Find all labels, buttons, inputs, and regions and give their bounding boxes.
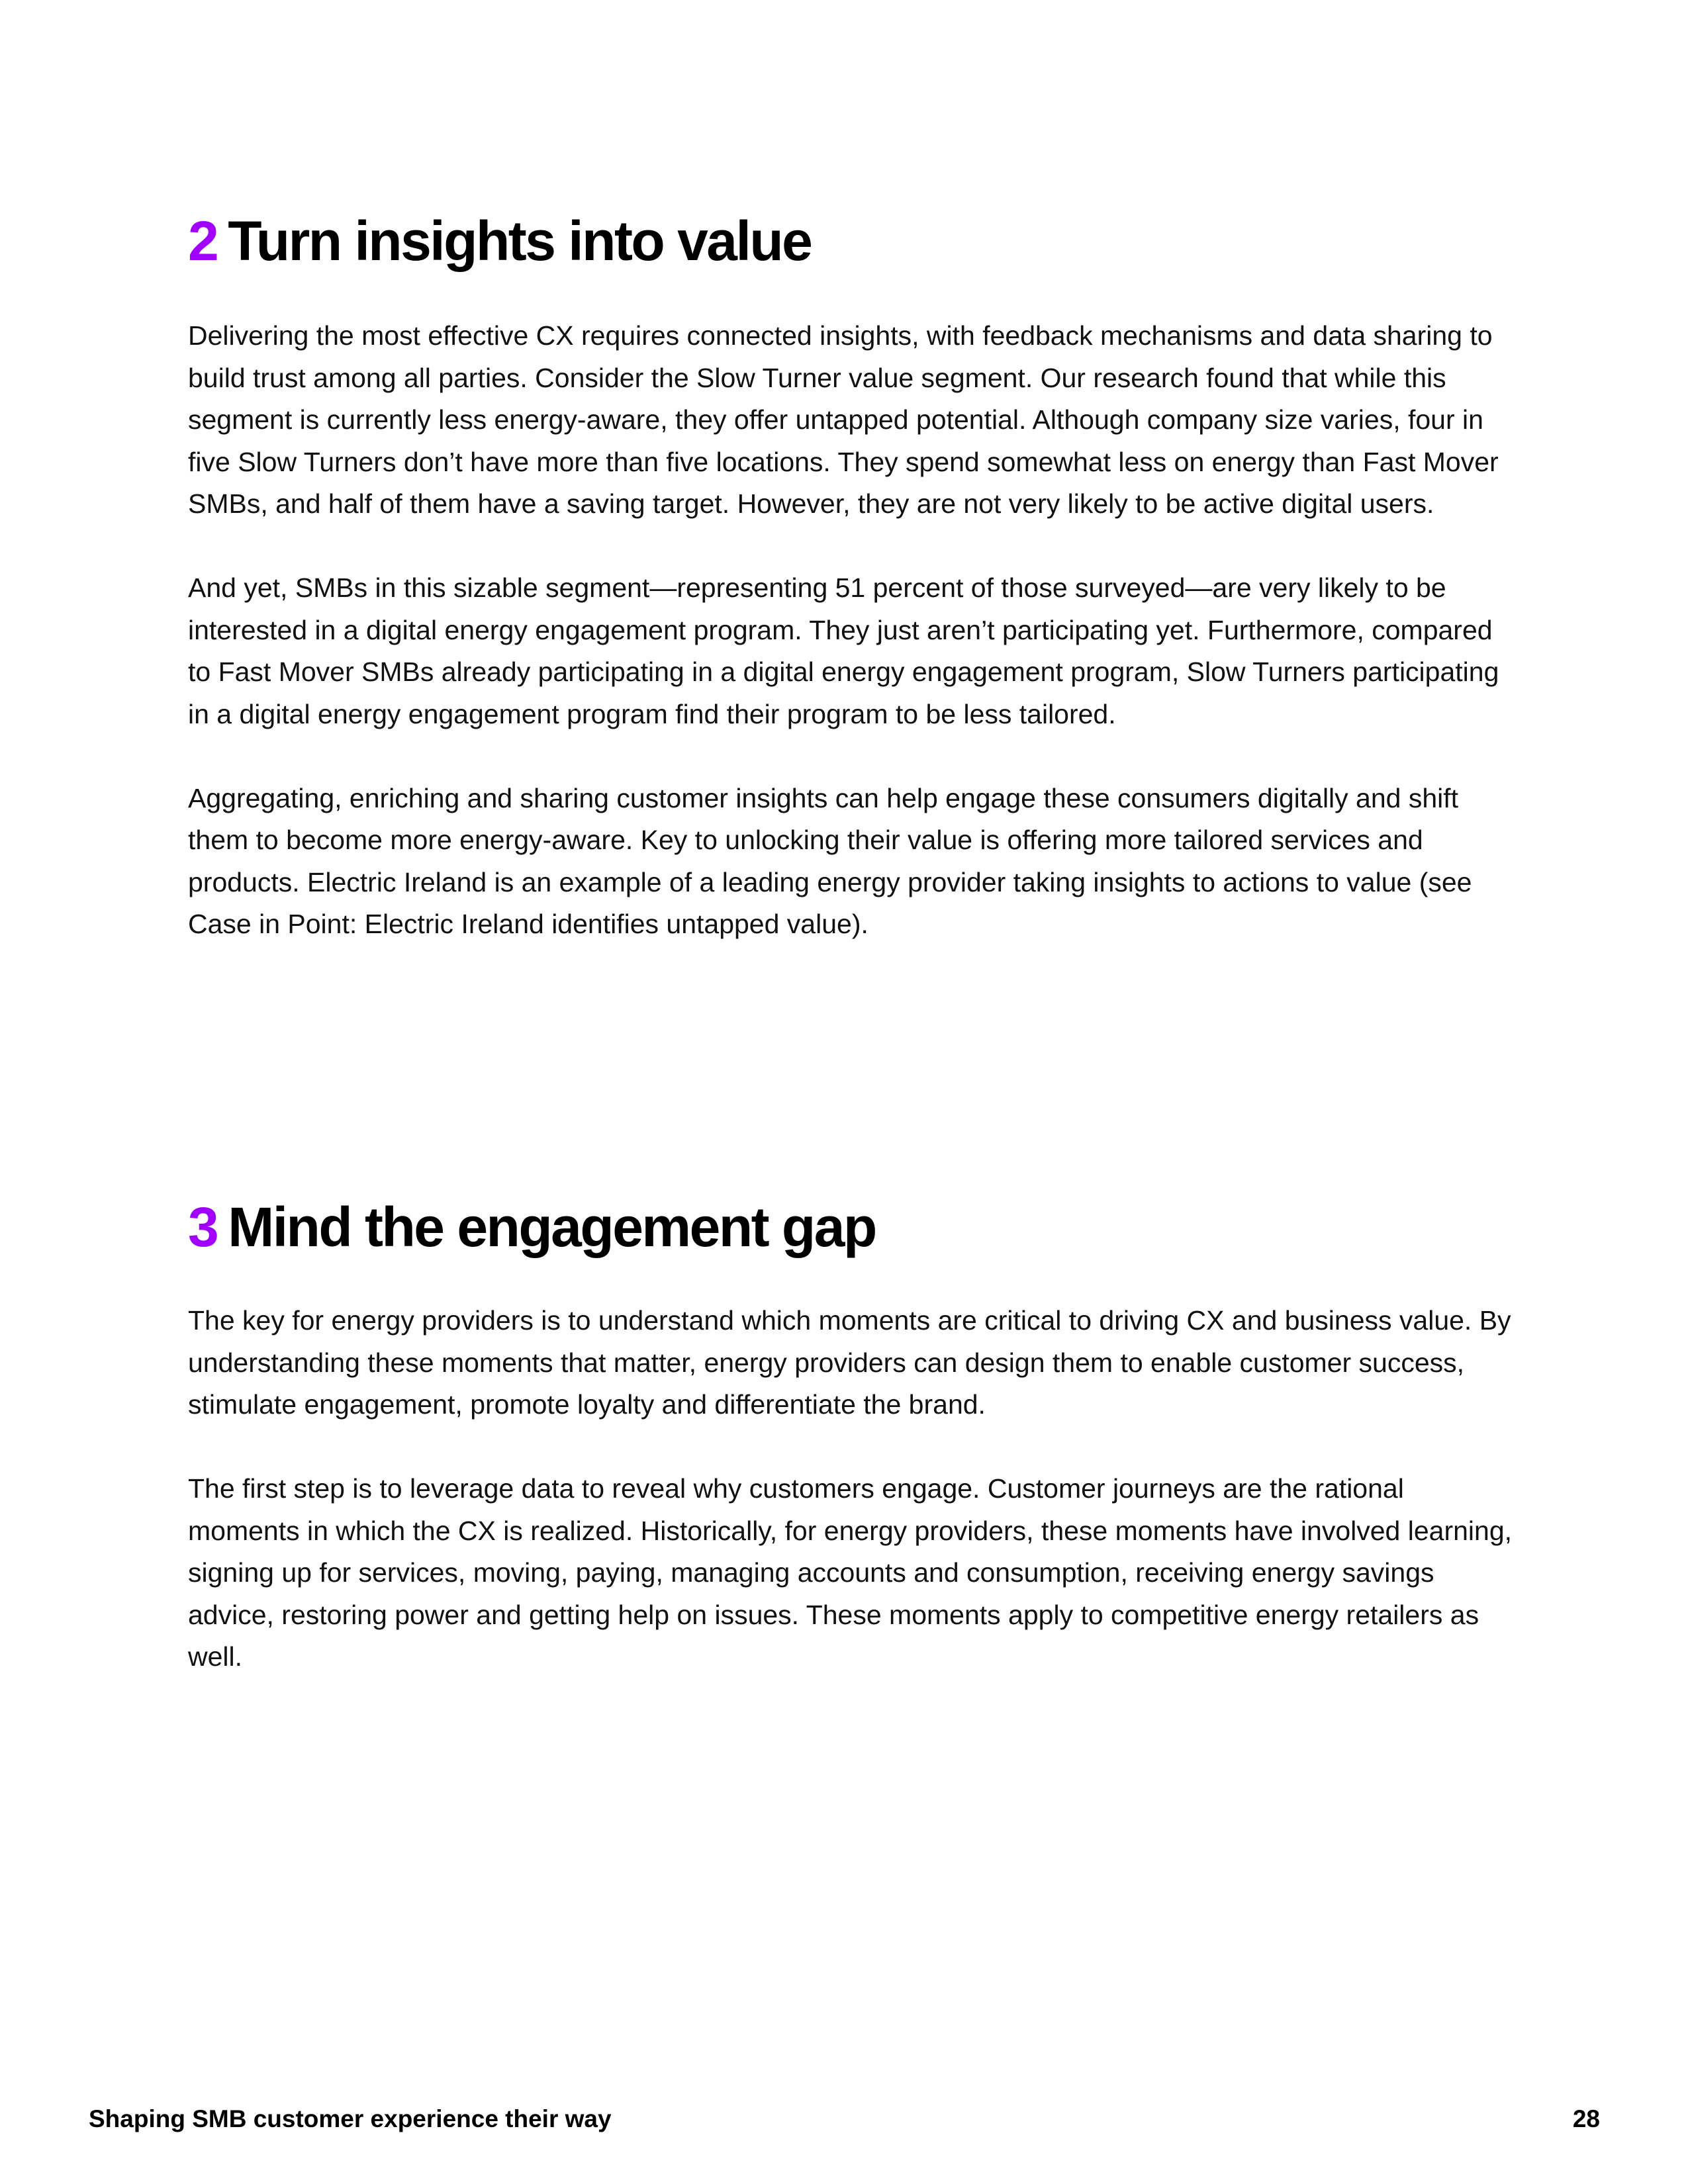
section-heading — [188, 208, 1512, 274]
paragraph: Delivering the most effective CX requires connected insights, with feedback mechanisms and data sharing to build trust among all parties. Consider the Slow Turner value segment. Our research found that while this segment is currently less energy-aware, they offer untapped potential. Although company size varies, four in five Slow Turners don’t have more than five locations. They spend somewhat less on energy than Fast Mover SMBs, and half of them have a saving target. However, they are not very likely to be active digital users. — [188, 320, 1499, 519]
paragraph: Aggregating, enriching and sharing customer insights can help engage these consumers digitally and shift them to become more energy-aware. Key to unlocking their value is offering more tailored services and products. Electric Ireland is an example of a leading energy provider taking insights to actions to value (see Case in Point: Electric Ireland identifies untapped value). — [188, 782, 1472, 939]
section-body — [188, 315, 1512, 946]
section-body — [188, 1300, 1512, 1678]
section-engagement-gap — [188, 1194, 1512, 1678]
page-number: 28 — [1572, 2105, 1600, 2132]
section-title: Turn insights into value — [228, 210, 812, 272]
paragraph: The key for energy providers is to understand which moments are critical to driving CX and business value. By understanding these moments that matter, energy providers can design them to enable customer success, stimulate engagement, promote loyalty and differentiate the brand. — [188, 1305, 1511, 1420]
section-title: Mind the engagement gap — [228, 1196, 876, 1258]
section-turn-insights — [188, 208, 1512, 946]
section-heading — [188, 1194, 1512, 1260]
section-number: 2 — [188, 210, 218, 272]
section-number: 3 — [188, 1196, 218, 1258]
paragraph: The first step is to leverage data to reveal why customers engage. Customer journeys are the rational moments in which the CX is realized. Historically, for energy providers, these moments have involved learning, signing up for services, moving, paying, managing accounts and consumption, receiving energy savings advice, restoring power and getting help on issues. These moments apply to competitive energy retailers as well. — [188, 1473, 1513, 1672]
paragraph: And yet, SMBs in this sizable segment—representing 51 percent of those surveyed—are very likely to be interested in a digital energy engagement program. They just aren’t participating yet. Furthermore, compared to Fast Mover SMBs already participating in a digital energy engagement program, Slow Turners participating in a digital energy engagement program find their program to be less tailored. — [188, 572, 1499, 729]
footer-document-title: Shaping SMB customer experience their way — [89, 2105, 612, 2132]
